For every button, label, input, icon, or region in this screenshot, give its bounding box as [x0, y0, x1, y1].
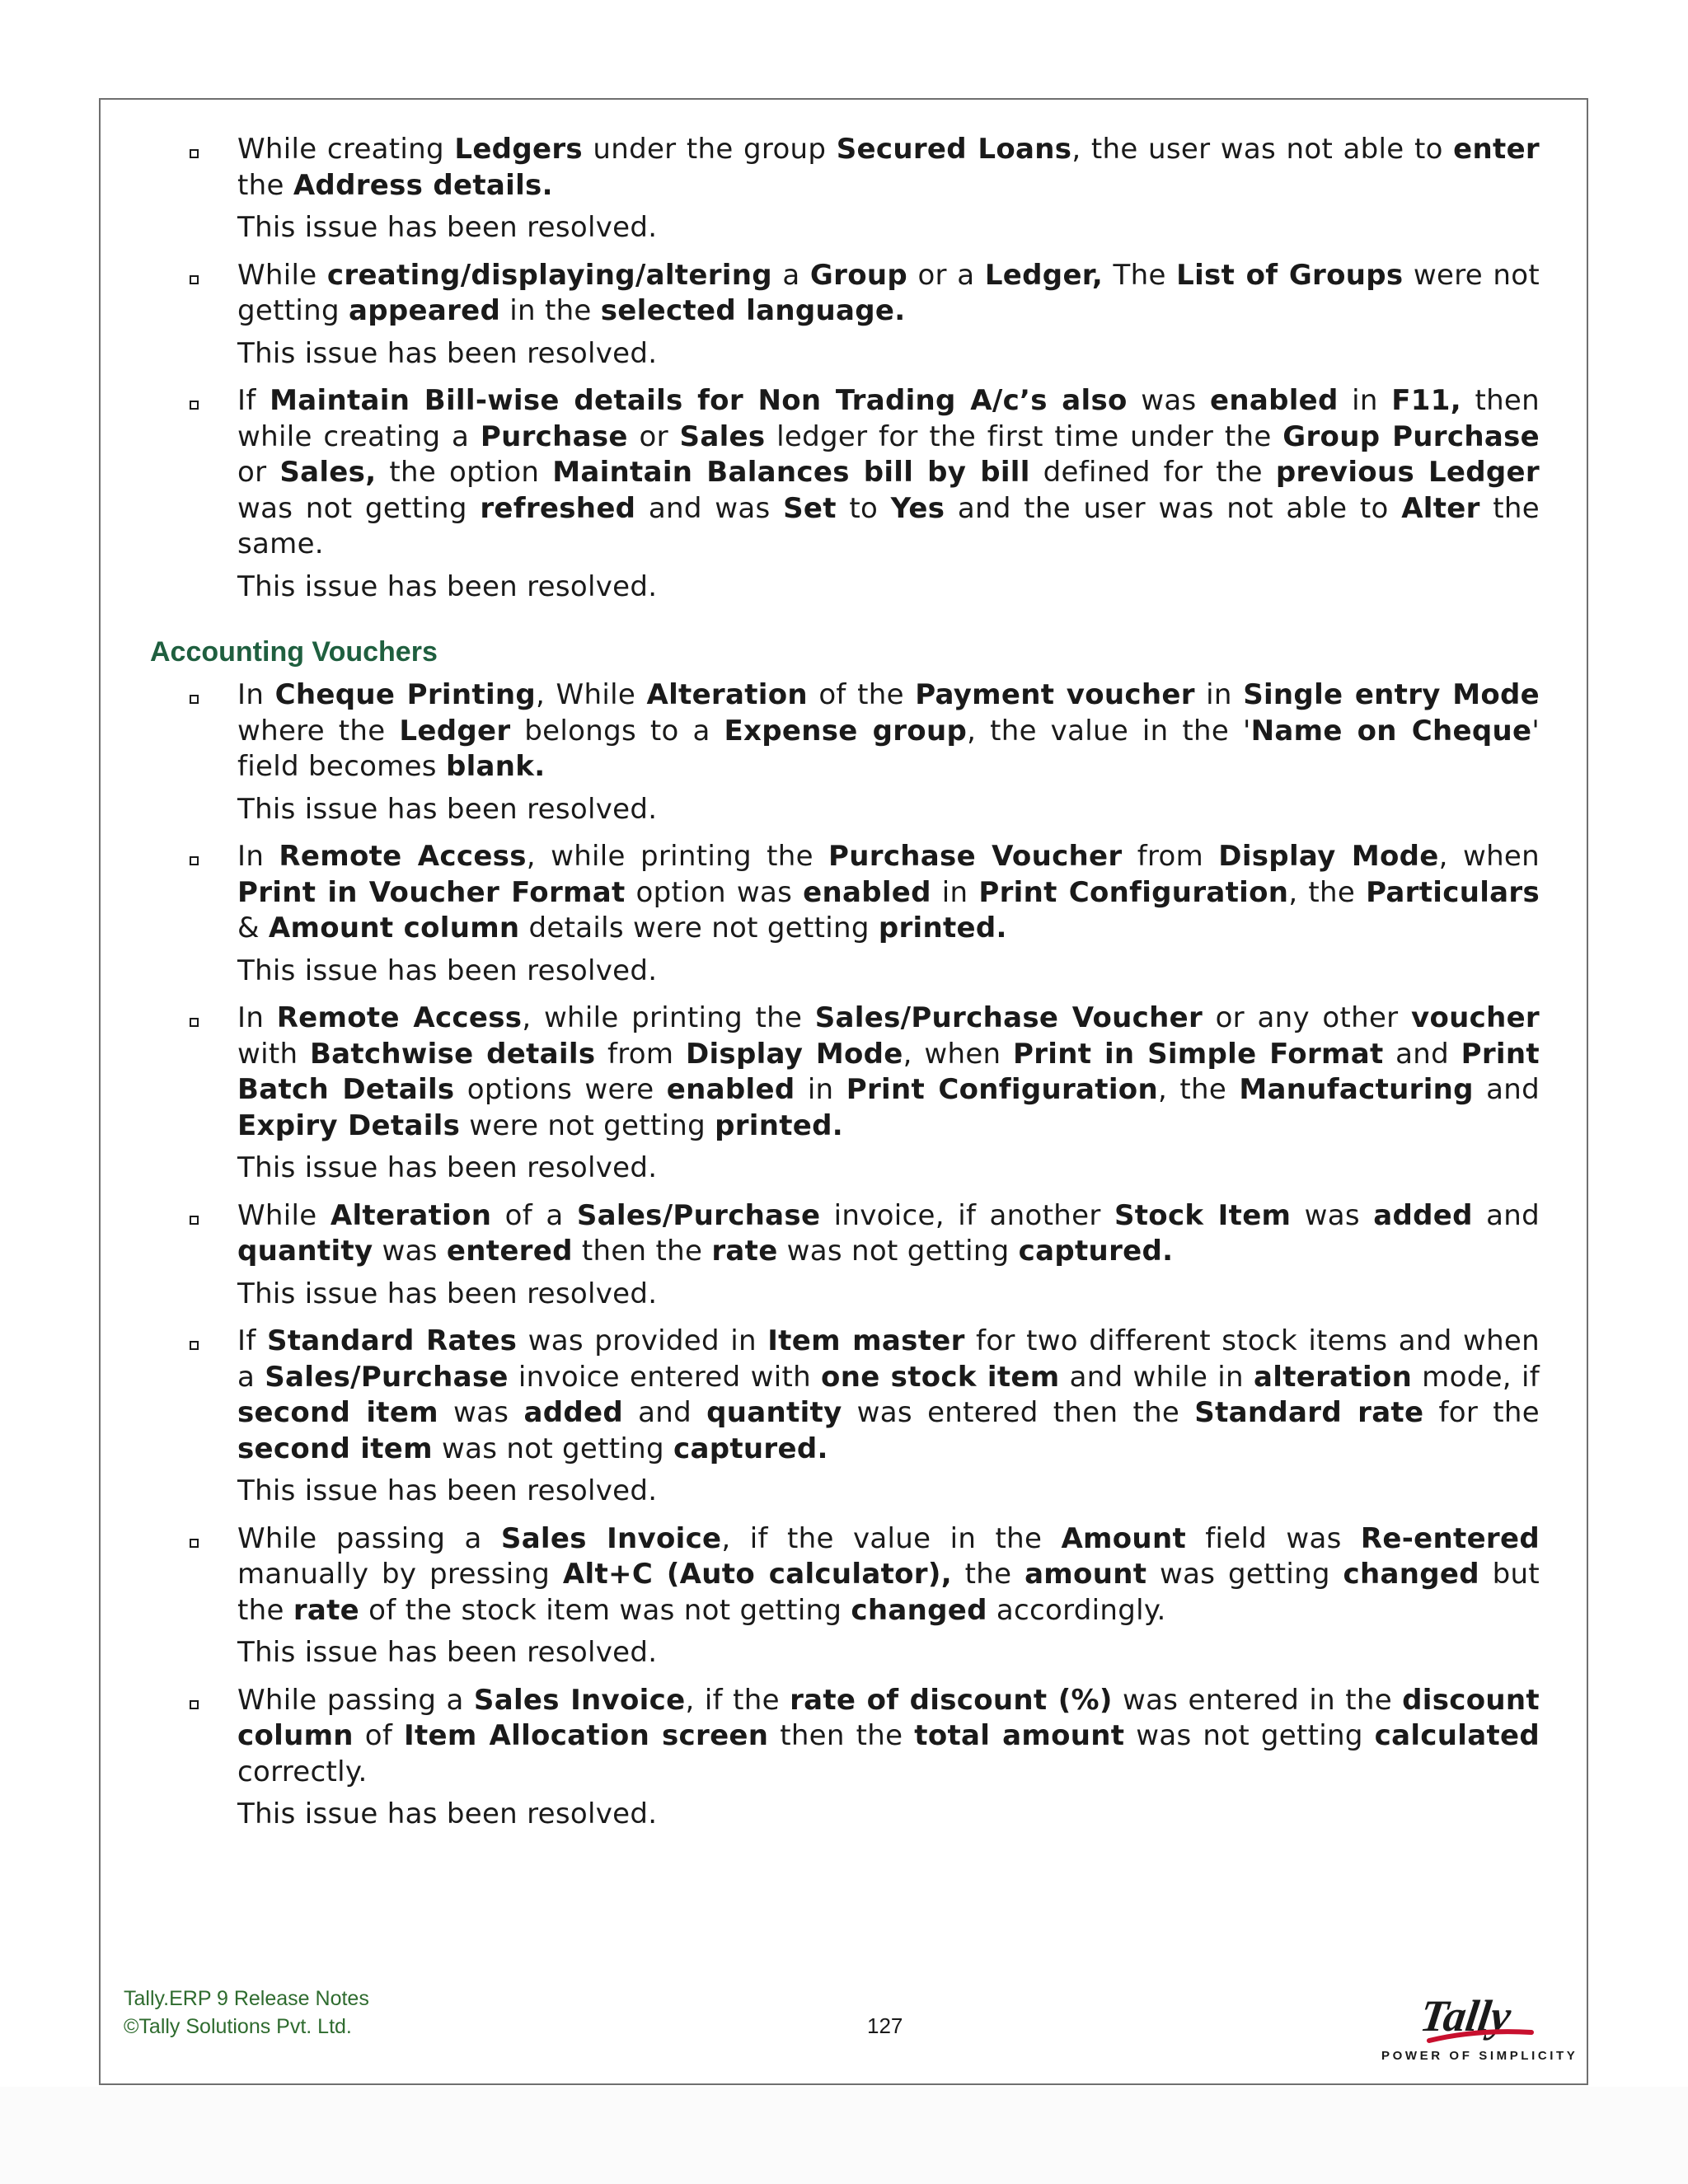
text-run: of the: [807, 678, 916, 711]
bold-term: Address details.: [293, 168, 553, 202]
issue-item: [148, 1001, 1540, 1187]
bold-term: blank.: [445, 750, 546, 783]
bold-term: Sales Invoice: [473, 1683, 686, 1717]
bold-term: List of Groups: [1176, 258, 1404, 292]
bold-term: Print in Voucher Format: [237, 875, 626, 909]
bold-term: Expiry Details: [237, 1108, 461, 1142]
bold-term: Standard Rates: [266, 1324, 518, 1357]
ledger-issues-list: [148, 132, 1540, 605]
text-run: accordingly.: [987, 1593, 1166, 1627]
text-run: of a: [491, 1198, 577, 1232]
text-run: If: [237, 384, 270, 417]
bold-term: Remote Access: [276, 1001, 523, 1034]
bold-term: added: [523, 1396, 623, 1429]
bold-term: Sales,: [279, 456, 377, 489]
text-run: to: [836, 491, 891, 525]
bold-term: Item Allocation screen: [404, 1719, 769, 1752]
text-run: belongs to a: [510, 714, 724, 748]
bold-term: F11,: [1391, 384, 1461, 417]
bold-term: Print in Simple Format: [1013, 1037, 1384, 1071]
text-run: then the: [572, 1235, 712, 1268]
text-run: field was: [1186, 1521, 1361, 1555]
text-run: and: [1473, 1073, 1540, 1106]
text-run: was entered in the: [1112, 1683, 1403, 1717]
text-run: was getting: [1146, 1558, 1343, 1591]
bold-term: voucher: [1410, 1001, 1540, 1034]
text-run: details were not getting: [519, 912, 879, 944]
issue-description: [237, 132, 1540, 204]
bold-term: rate of discount (%): [790, 1683, 1113, 1717]
text-run: , the: [1288, 875, 1367, 909]
footer-credits: [124, 1985, 369, 2041]
bold-term: Yes: [890, 491, 945, 525]
bold-term: Alteration: [330, 1198, 492, 1232]
text-run: then while creating a: [237, 384, 1540, 453]
text-run: then the: [768, 1719, 915, 1752]
text-run: and while in: [1059, 1360, 1254, 1394]
text-run: from: [595, 1037, 686, 1071]
text-run: , while printing the: [522, 1001, 815, 1034]
bold-term: Sales/Purchase: [576, 1198, 821, 1232]
bold-term: Particulars: [1366, 875, 1540, 909]
bold-term: Purchase Voucher: [828, 840, 1123, 873]
bold-term: Ledgers: [454, 133, 583, 166]
bold-term: Alter: [1401, 491, 1480, 525]
text-run: option was: [625, 875, 804, 909]
bold-term: Payment voucher: [915, 678, 1195, 711]
bold-term: Expense group: [724, 714, 968, 748]
bold-term: Remote Access: [279, 840, 527, 873]
bold-term: Re-entered: [1360, 1521, 1540, 1555]
resolution-note: This issue has been resolved.: [237, 1151, 658, 1184]
bold-term: Maintain Bill-wise details for Non Trading A/c’s also: [270, 384, 1128, 417]
release-notes-body: [148, 132, 1540, 1844]
text-run: the option: [376, 456, 553, 489]
issue-description: [237, 1198, 1540, 1270]
text-run: , the: [1157, 1073, 1240, 1106]
text-run: or any other: [1203, 1001, 1411, 1034]
issue-description: [237, 1001, 1540, 1144]
text-run: a: [771, 258, 810, 292]
tally-tagline: POWER OF SIMPLICITY: [1381, 2049, 1578, 2063]
text-run: ' field becomes: [237, 714, 1540, 783]
text-run: invoice entered with: [508, 1360, 822, 1394]
text-run: was not getting: [237, 491, 481, 525]
bold-term: Sales/Purchase Voucher: [814, 1001, 1203, 1034]
square-bullet-icon: [190, 1700, 199, 1709]
bold-term: total amount: [914, 1719, 1125, 1752]
bold-term: Stock Item: [1114, 1198, 1292, 1232]
bold-term: one stock item: [821, 1360, 1060, 1394]
text-run: , if the value in the: [721, 1521, 1062, 1555]
bold-term: Single entry Mode: [1243, 678, 1540, 711]
resolution-note: This issue has been resolved.: [237, 792, 658, 826]
text-run: , when: [1438, 840, 1540, 873]
text-run: While passing a: [237, 1683, 474, 1717]
issue-item: [148, 1198, 1540, 1313]
issue-item: [148, 1521, 1540, 1671]
text-run: was not getting: [777, 1235, 1019, 1268]
bold-term: enabled: [803, 875, 931, 909]
issue-description: [237, 1521, 1540, 1629]
text-run: or: [627, 419, 680, 453]
bold-term: alteration: [1254, 1360, 1413, 1394]
text-run: , when: [903, 1037, 1014, 1071]
bold-term: added: [1373, 1198, 1473, 1232]
issue-item: [148, 677, 1540, 827]
text-run: &: [237, 912, 269, 944]
issue-item: [148, 132, 1540, 246]
text-run: ledger for the first time under the: [765, 419, 1283, 453]
square-bullet-icon: [190, 856, 199, 865]
bold-term: Display Mode: [685, 1037, 903, 1071]
bold-term: previous Ledger: [1275, 456, 1540, 489]
bold-term: changed: [851, 1593, 987, 1627]
square-bullet-icon: [190, 275, 199, 284]
bold-term: Manufacturing: [1239, 1073, 1474, 1106]
text-run: was: [1127, 384, 1210, 417]
bold-term: Group: [809, 258, 907, 292]
text-run: In: [237, 840, 279, 873]
resolution-note: This issue has been resolved.: [237, 1797, 658, 1830]
bold-term: second item: [237, 1396, 438, 1429]
issue-description: [237, 839, 1540, 947]
text-run: in: [1338, 384, 1392, 417]
text-run: for the: [1423, 1396, 1540, 1429]
bold-term: Alt+C (Auto calculator),: [562, 1558, 952, 1591]
bold-term: Maintain Balances bill by bill: [552, 456, 1030, 489]
text-run: mode, if: [1412, 1360, 1540, 1394]
text-run: in the: [500, 294, 601, 327]
text-run: , if the: [685, 1683, 790, 1717]
resolution-note: This issue has been resolved.: [237, 1474, 658, 1507]
bold-term: entered: [446, 1235, 573, 1268]
text-run: , the user was not able to: [1071, 133, 1454, 166]
bold-term: printed.: [878, 912, 1007, 944]
bold-term: Sales Invoice: [500, 1521, 722, 1555]
text-run: but the: [237, 1558, 1540, 1627]
square-bullet-icon: [190, 695, 199, 704]
bold-term: printed.: [715, 1108, 844, 1142]
text-run: with: [237, 1037, 310, 1071]
text-run: was entered then the: [842, 1396, 1195, 1429]
text-run: correctly.: [237, 1755, 368, 1788]
issue-description: [237, 677, 1540, 785]
bold-term: calculated: [1374, 1719, 1540, 1752]
text-run: and: [1472, 1198, 1540, 1232]
text-run: where the: [237, 714, 400, 748]
text-run: was: [373, 1235, 447, 1268]
bold-term: enabled: [666, 1073, 795, 1106]
text-run: the: [237, 168, 293, 202]
bold-term: rate: [293, 1593, 360, 1627]
text-run: the same.: [237, 491, 1540, 560]
bold-term: Standard rate: [1194, 1396, 1424, 1429]
accounting-vouchers-issues-list: [148, 677, 1540, 1833]
text-run: , while printing the: [526, 840, 829, 873]
text-run: was not getting: [1124, 1719, 1375, 1752]
text-run: The: [1103, 258, 1177, 292]
text-run: invoice, if another: [820, 1198, 1114, 1232]
text-run: While: [237, 1198, 331, 1232]
issue-description: [237, 1324, 1540, 1467]
text-run: the: [951, 1558, 1025, 1591]
bold-term: captured.: [673, 1432, 828, 1465]
footer-copyright: ©Tally Solutions Pvt. Ltd.: [124, 2015, 352, 2038]
text-run: or: [237, 456, 280, 489]
text-run: was provided in: [517, 1324, 768, 1357]
issue-description: [237, 383, 1540, 563]
resolution-note: This issue has been resolved.: [237, 954, 658, 987]
text-run: and the user was not able to: [945, 491, 1402, 525]
bold-term: Group Purchase: [1282, 419, 1540, 453]
text-run: of the stock item was not getting: [359, 1593, 851, 1627]
bold-term: Set: [783, 491, 837, 525]
issue-item: [148, 839, 1540, 989]
page-bottom-margin: [0, 2087, 1688, 2184]
text-run: While passing a: [237, 1521, 501, 1555]
resolution-note: This issue has been resolved.: [237, 211, 658, 244]
text-run: in: [795, 1073, 846, 1106]
bold-term: discount column: [237, 1683, 1540, 1752]
text-run: , the value in the ': [967, 714, 1251, 748]
square-bullet-icon: [190, 401, 199, 410]
bold-term: Batchwise details: [309, 1037, 596, 1071]
text-run: and: [622, 1396, 707, 1429]
issue-item: [148, 258, 1540, 373]
resolution-note: This issue has been resolved.: [237, 1636, 658, 1669]
issue-description: [237, 258, 1540, 330]
text-run: for two different stock items and when a: [237, 1324, 1540, 1394]
bold-term: Print Configuration: [846, 1073, 1158, 1106]
bold-term: Item master: [767, 1324, 965, 1357]
tally-logo-wordmark: Tally: [1417, 1991, 1514, 2041]
bold-term: rate: [711, 1235, 778, 1268]
text-run: or a: [907, 258, 985, 292]
bold-term: selected language.: [600, 294, 906, 327]
resolution-note: This issue has been resolved.: [237, 569, 658, 603]
issue-item: [148, 383, 1540, 605]
bold-term: refreshed: [480, 491, 636, 525]
square-bullet-icon: [190, 1539, 199, 1548]
resolution-note: This issue has been resolved.: [237, 336, 658, 370]
bold-term: Print Configuration: [978, 875, 1289, 909]
bold-term: quantity: [706, 1396, 842, 1429]
text-run: , While: [536, 678, 647, 711]
text-run: in: [931, 875, 979, 909]
bold-term: Sales: [679, 419, 766, 453]
square-bullet-icon: [190, 1018, 199, 1027]
text-run: If: [237, 1324, 267, 1357]
bold-term: creating/displaying/altering: [326, 258, 772, 292]
text-run: from: [1122, 840, 1219, 873]
text-run: were not getting: [237, 258, 1540, 327]
text-run: In: [237, 678, 275, 711]
bold-term: Purchase: [480, 419, 628, 453]
bold-term: Display Mode: [1218, 840, 1439, 873]
text-run: options were: [454, 1073, 667, 1106]
bold-term: appeared: [348, 294, 501, 327]
bold-term: Secured Loans: [836, 133, 1072, 166]
bold-term: Ledger: [399, 714, 511, 748]
section-heading-accounting-vouchers: Accounting Vouchers: [150, 636, 438, 668]
footer-doc-title: Tally.ERP 9 Release Notes: [124, 1987, 369, 2010]
bold-term: Ledger,: [984, 258, 1104, 292]
bold-term: second item: [237, 1432, 433, 1465]
bold-term: enabled: [1209, 384, 1339, 417]
text-run: and was: [635, 491, 784, 525]
bold-term: amount: [1025, 1558, 1147, 1591]
text-run: was: [1291, 1198, 1374, 1232]
text-run: was not getting: [432, 1432, 673, 1465]
text-run: under the group: [582, 133, 837, 166]
square-bullet-icon: [190, 1216, 199, 1225]
text-run: in: [1194, 678, 1244, 711]
text-run: and: [1383, 1037, 1461, 1071]
issue-item: [148, 1324, 1540, 1510]
text-run: of: [353, 1719, 404, 1752]
bold-term: Print Batch Details: [237, 1037, 1540, 1106]
bold-term: Sales/Purchase: [265, 1360, 509, 1394]
bold-term: Cheque Printing: [274, 678, 537, 711]
text-run: was: [438, 1396, 524, 1429]
bold-term: changed: [1343, 1558, 1479, 1591]
bold-term: captured.: [1018, 1235, 1174, 1268]
resolution-note: This issue has been resolved.: [237, 1277, 658, 1310]
bold-term: Alteration: [646, 678, 808, 711]
bold-term: enter: [1453, 133, 1540, 166]
page-number: 127: [867, 2013, 903, 2038]
text-run: defined for the: [1029, 456, 1276, 489]
text-run: were not getting: [460, 1108, 715, 1142]
bold-term: quantity: [237, 1235, 373, 1268]
bold-term: Amount: [1061, 1521, 1187, 1555]
issue-description: [237, 1683, 1540, 1791]
square-bullet-icon: [190, 1341, 199, 1350]
text-run: While creating: [237, 133, 455, 166]
text-run: While: [237, 258, 327, 292]
bold-term: Amount column: [268, 912, 520, 944]
text-run: In: [237, 1001, 277, 1034]
square-bullet-icon: [190, 149, 199, 158]
text-run: manually by pressing: [237, 1558, 563, 1591]
issue-item: [148, 1683, 1540, 1833]
bold-term: Name on Cheque: [1250, 714, 1532, 748]
